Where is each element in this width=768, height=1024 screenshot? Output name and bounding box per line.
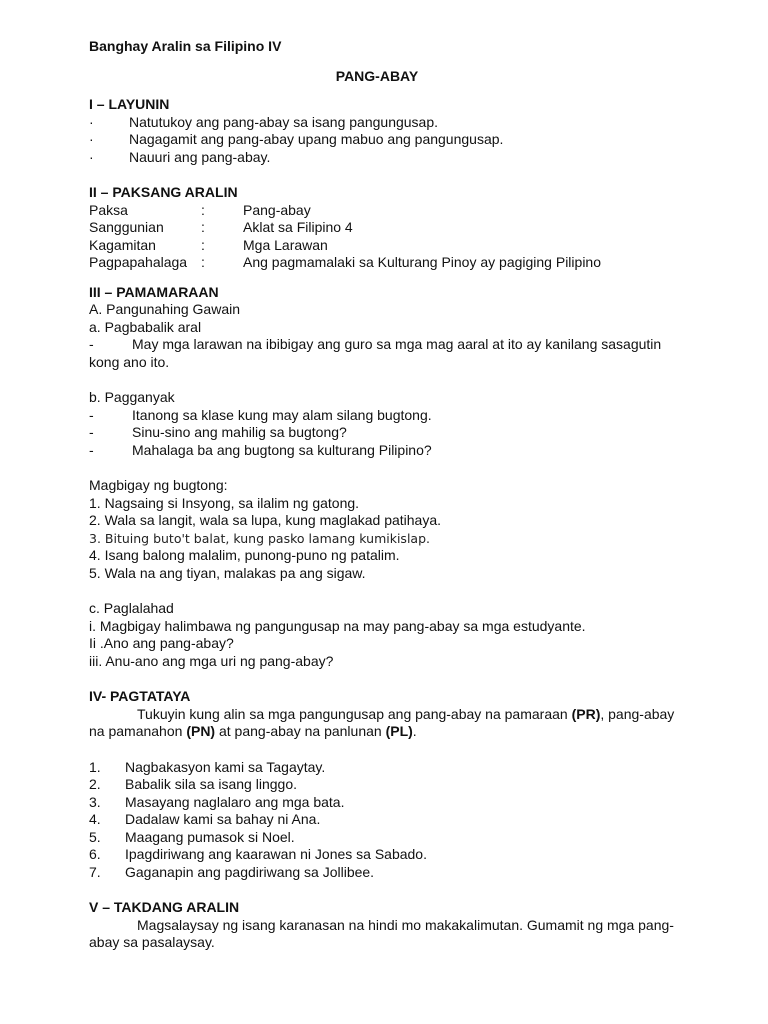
list-item <box>89 114 679 132</box>
section-pagtataya-heading: IV- PAGTATAYA <box>89 688 191 704</box>
list-item-text: Dadalaw kami sa bahay ni Ana. <box>125 811 321 827</box>
bugtong-item: 5. Wala na ang tiyan, malakas pa ang sigaw. <box>89 564 366 581</box>
list-item-text: Maagang pumasok si Noel. <box>125 828 295 845</box>
bullet-mark: · <box>89 113 94 130</box>
kv-row <box>89 202 679 220</box>
bugtong-item: 4. Isang balong malalim, punong-puno ng patalim. <box>89 547 400 563</box>
instruction-text: na pamanahon <box>89 723 187 739</box>
paglalahad-item: i. Magbigay halimbawa ng pangungusap na may pang-abay sa mga estudyante. <box>89 617 586 634</box>
kv-colon: : <box>201 236 205 253</box>
pangunahing-gawain-heading: A. Pangunahing Gawain <box>89 301 240 317</box>
code-pl: (PL) <box>385 723 413 739</box>
list-item <box>89 424 679 442</box>
takdang-aralin-text: Magsalaysay ng isang karanasan na hindi mo makakalimutan. Gumamit ng mga pang- <box>137 916 674 933</box>
kv-colon: : <box>201 219 205 235</box>
kv-key: Pagpapahalaga <box>89 254 188 270</box>
section-takdang-aralin-heading: V – TAKDANG ARALIN <box>89 899 240 915</box>
paglalahad-item: iii. Anu-ano ang mga uri ng pang-abay? <box>89 652 334 669</box>
code-pn: (PN) <box>186 723 216 739</box>
instruction-text: at pang-abay na panlunan <box>215 723 386 739</box>
item-number: 4. <box>89 811 101 827</box>
dash-mark: - <box>89 441 94 458</box>
list-item-text: Nauuri ang pang-abay. <box>129 148 271 165</box>
item-number: 6. <box>89 846 101 862</box>
instruction-text: , pang-abay <box>600 705 675 722</box>
kv-value: Ang pagmamalaki sa Kulturang Pinoy ay pagiging Pilipino <box>243 254 601 270</box>
kv-row <box>89 254 679 272</box>
item-number: 5. <box>89 828 101 845</box>
dash-mark: - <box>89 424 94 440</box>
lesson-plan-page <box>89 38 679 952</box>
list-item-text: Natutukoy ang pang-abay sa isang pangungusap. <box>129 113 439 130</box>
list-item-text: Itanong sa klase kung may alam silang bugtong. <box>132 406 432 423</box>
paksang-aralin-table <box>89 202 679 272</box>
list-item <box>89 131 679 149</box>
list-item <box>89 407 679 425</box>
list-item-text: Mahalaga ba ang bugtong sa kulturang Pilipino? <box>132 441 432 458</box>
kv-key: Paksa <box>89 201 128 218</box>
bullet-mark: · <box>89 131 94 147</box>
list-item <box>89 776 679 794</box>
list-item-text: Ipagdiriwang ang kaarawan ni Jones sa Sabado. <box>125 846 427 862</box>
document-title: Banghay Aralin sa Filipino IV <box>89 38 282 54</box>
kv-value: Aklat sa Filipino 4 <box>243 219 353 235</box>
bugtong-item: 2. Wala sa langit, wala sa lupa, kung maglakad patihaya. <box>89 512 442 528</box>
list-item-text: Nagagamit ang pang-abay upang mabuo ang pangungusap. <box>129 131 504 147</box>
kv-key: Sanggunian <box>89 219 164 235</box>
list-item <box>89 864 679 882</box>
section-layunin-heading: I – LAYUNIN <box>89 96 170 112</box>
pagtataya-instructions-continued <box>89 723 679 741</box>
list-item <box>89 759 679 777</box>
topic-title: PANG-ABAY <box>335 67 419 84</box>
list-item <box>89 846 679 864</box>
list-item-text: Nagbakasyon kami sa Tagaytay. <box>125 758 326 775</box>
kv-value: Pang-abay <box>243 201 311 218</box>
instruction-text: . <box>412 723 417 739</box>
paglalahad-item: Ii .Ano ang pang-abay? <box>89 635 234 651</box>
list-item-text: Sinu-sino ang mahilig sa bugtong? <box>132 424 347 440</box>
balik-aral-continuation: kong ano ito. <box>89 353 170 370</box>
list-item <box>89 336 679 354</box>
list-item <box>89 829 679 847</box>
bugtong-item: 3. Bituing buto't balat, kung pasko lamang kumikislap. <box>89 530 430 546</box>
list-item-text: Babalik sila sa isang linggo. <box>125 776 297 792</box>
pagganyak-label: b. Pagganyak <box>89 389 175 405</box>
section-pamamaraan-heading: III – PAMAMARAAN <box>89 283 219 300</box>
list-item-text: Masayang naglalaro ang mga bata. <box>125 793 345 810</box>
takdang-aralin-continuation: abay sa pasalaysay. <box>89 934 215 950</box>
paglalahad-label: c. Paglalahad <box>89 600 174 616</box>
list-item-text: May mga larawan na ibibigay ang guro sa mga mag aaral at ito ay kanilang sasagutin <box>132 336 662 352</box>
list-item <box>89 811 679 829</box>
balik-aral-label: a. Pagbabalik aral <box>89 318 202 335</box>
instruction-text: Tukuyin kung alin sa mga pangungusap ang pang-abay na pamaraan <box>137 705 572 722</box>
kv-value: Mga Larawan <box>243 236 328 253</box>
item-number: 2. <box>89 776 101 792</box>
kv-row <box>89 219 679 237</box>
dash-mark: - <box>89 336 94 352</box>
item-number: 1. <box>89 758 101 775</box>
kv-colon: : <box>201 201 205 218</box>
section-paksang-aralin-heading: II – PAKSANG ARALIN <box>89 184 238 200</box>
list-item <box>89 149 679 167</box>
list-item <box>89 794 679 812</box>
item-number: 7. <box>89 863 101 880</box>
pagtataya-list <box>89 759 679 882</box>
kv-key: Kagamitan <box>89 236 156 253</box>
item-number: 3. <box>89 793 101 810</box>
bullet-mark: · <box>89 148 94 165</box>
layunin-list <box>89 114 679 167</box>
pagtataya-instructions <box>89 706 679 724</box>
list-item <box>89 442 679 460</box>
kv-colon: : <box>201 254 205 270</box>
kv-row <box>89 237 679 255</box>
code-pr: (PR) <box>571 705 601 722</box>
dash-mark: - <box>89 406 94 423</box>
bugtong-label: Magbigay ng bugtong: <box>89 477 228 493</box>
bugtong-item: 1. Nagsaing si Insyong, sa ilalim ng gatong. <box>89 494 360 511</box>
list-item-text: Gaganapin ang pagdiriwang sa Jollibee. <box>125 863 375 880</box>
